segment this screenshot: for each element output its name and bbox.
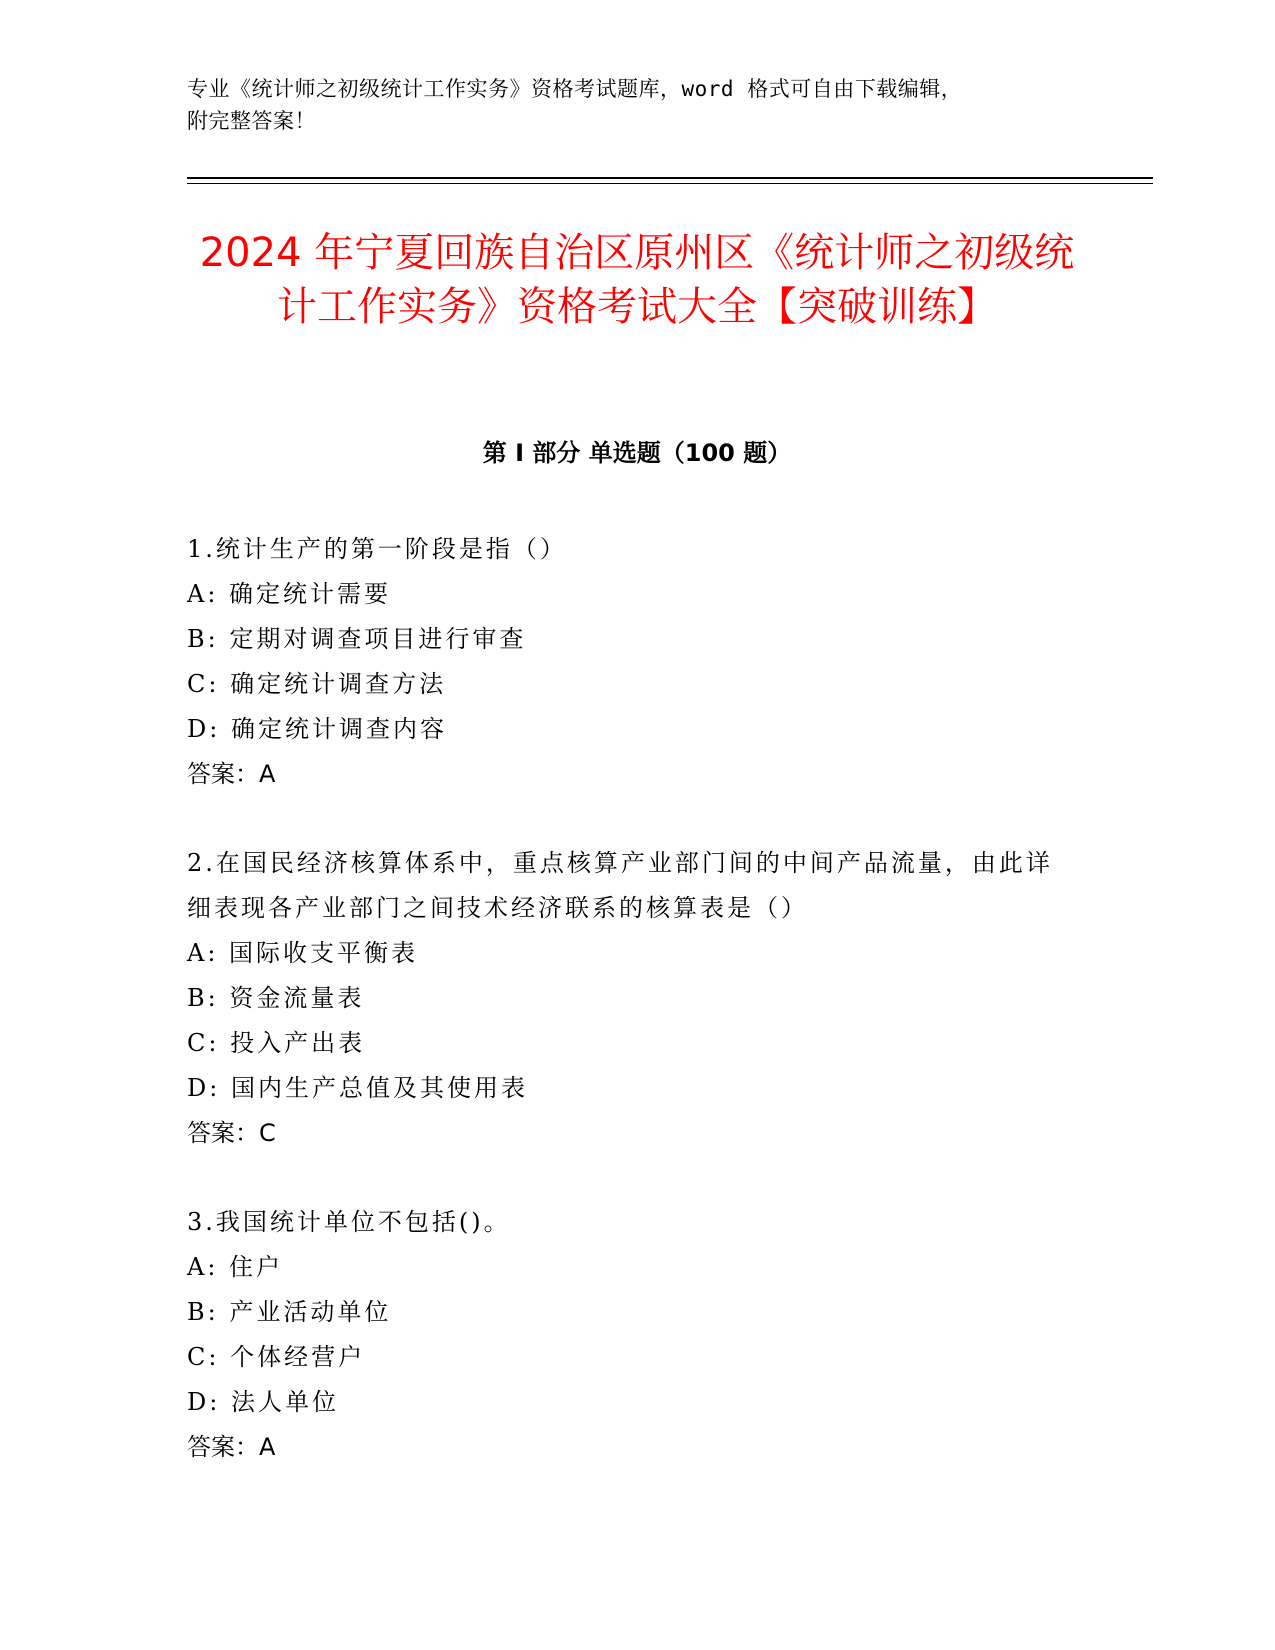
header-divider-thick [187,177,1153,179]
question-list [187,527,1067,1514]
question-item [187,1200,1067,1470]
option-c: C: 个体经营户 [187,1343,366,1371]
header-note [187,73,1067,137]
option-b: B: 定期对调查项目进行审查 [187,625,527,653]
option-b: B: 产业活动单位 [187,1298,392,1326]
document-title: 2024 年宁夏回族自治区原州区《统计师之初级统计工作实务》资格考试大全【突破训练】 [199,230,1075,330]
question-stem: 1.统计生产的第一阶段是指（） [187,535,567,563]
header-note-line-1: 专业《统计师之初级统计工作实务》资格考试题库，word 格式可自由下载编辑， [187,77,963,101]
answer-line: 答案：A [187,760,276,788]
header-divider-thin [187,183,1153,184]
header-note-line-2: 附完整答案！ [187,109,316,133]
answer-line: 答案：C [187,1119,276,1147]
question-stem: 2.在国民经济核算体系中，重点核算产业部门间的中间产品流量，由此详细表现各产业部门之间技术经济联系的核算表是（） [187,849,1053,922]
option-d: D: 法人单位 [187,1388,339,1416]
question-stem: 3.我国统计单位不包括()。 [187,1208,511,1236]
option-a: A: 国际收支平衡表 [187,939,419,967]
option-c: C: 投入产出表 [187,1029,366,1057]
option-c: C: 确定统计调查方法 [187,670,447,698]
question-item [187,841,1067,1156]
question-item [187,527,1067,797]
option-d: D: 国内生产总值及其使用表 [187,1074,528,1102]
option-d: D: 确定统计调查内容 [187,715,447,743]
option-a: A: 确定统计需要 [187,580,392,608]
option-a: A: 住户 [187,1253,284,1281]
option-b: B: 资金流量表 [187,984,365,1012]
answer-line: 答案：A [187,1433,276,1461]
section-heading: 第 I 部分 单选题（100 题） [482,439,792,467]
